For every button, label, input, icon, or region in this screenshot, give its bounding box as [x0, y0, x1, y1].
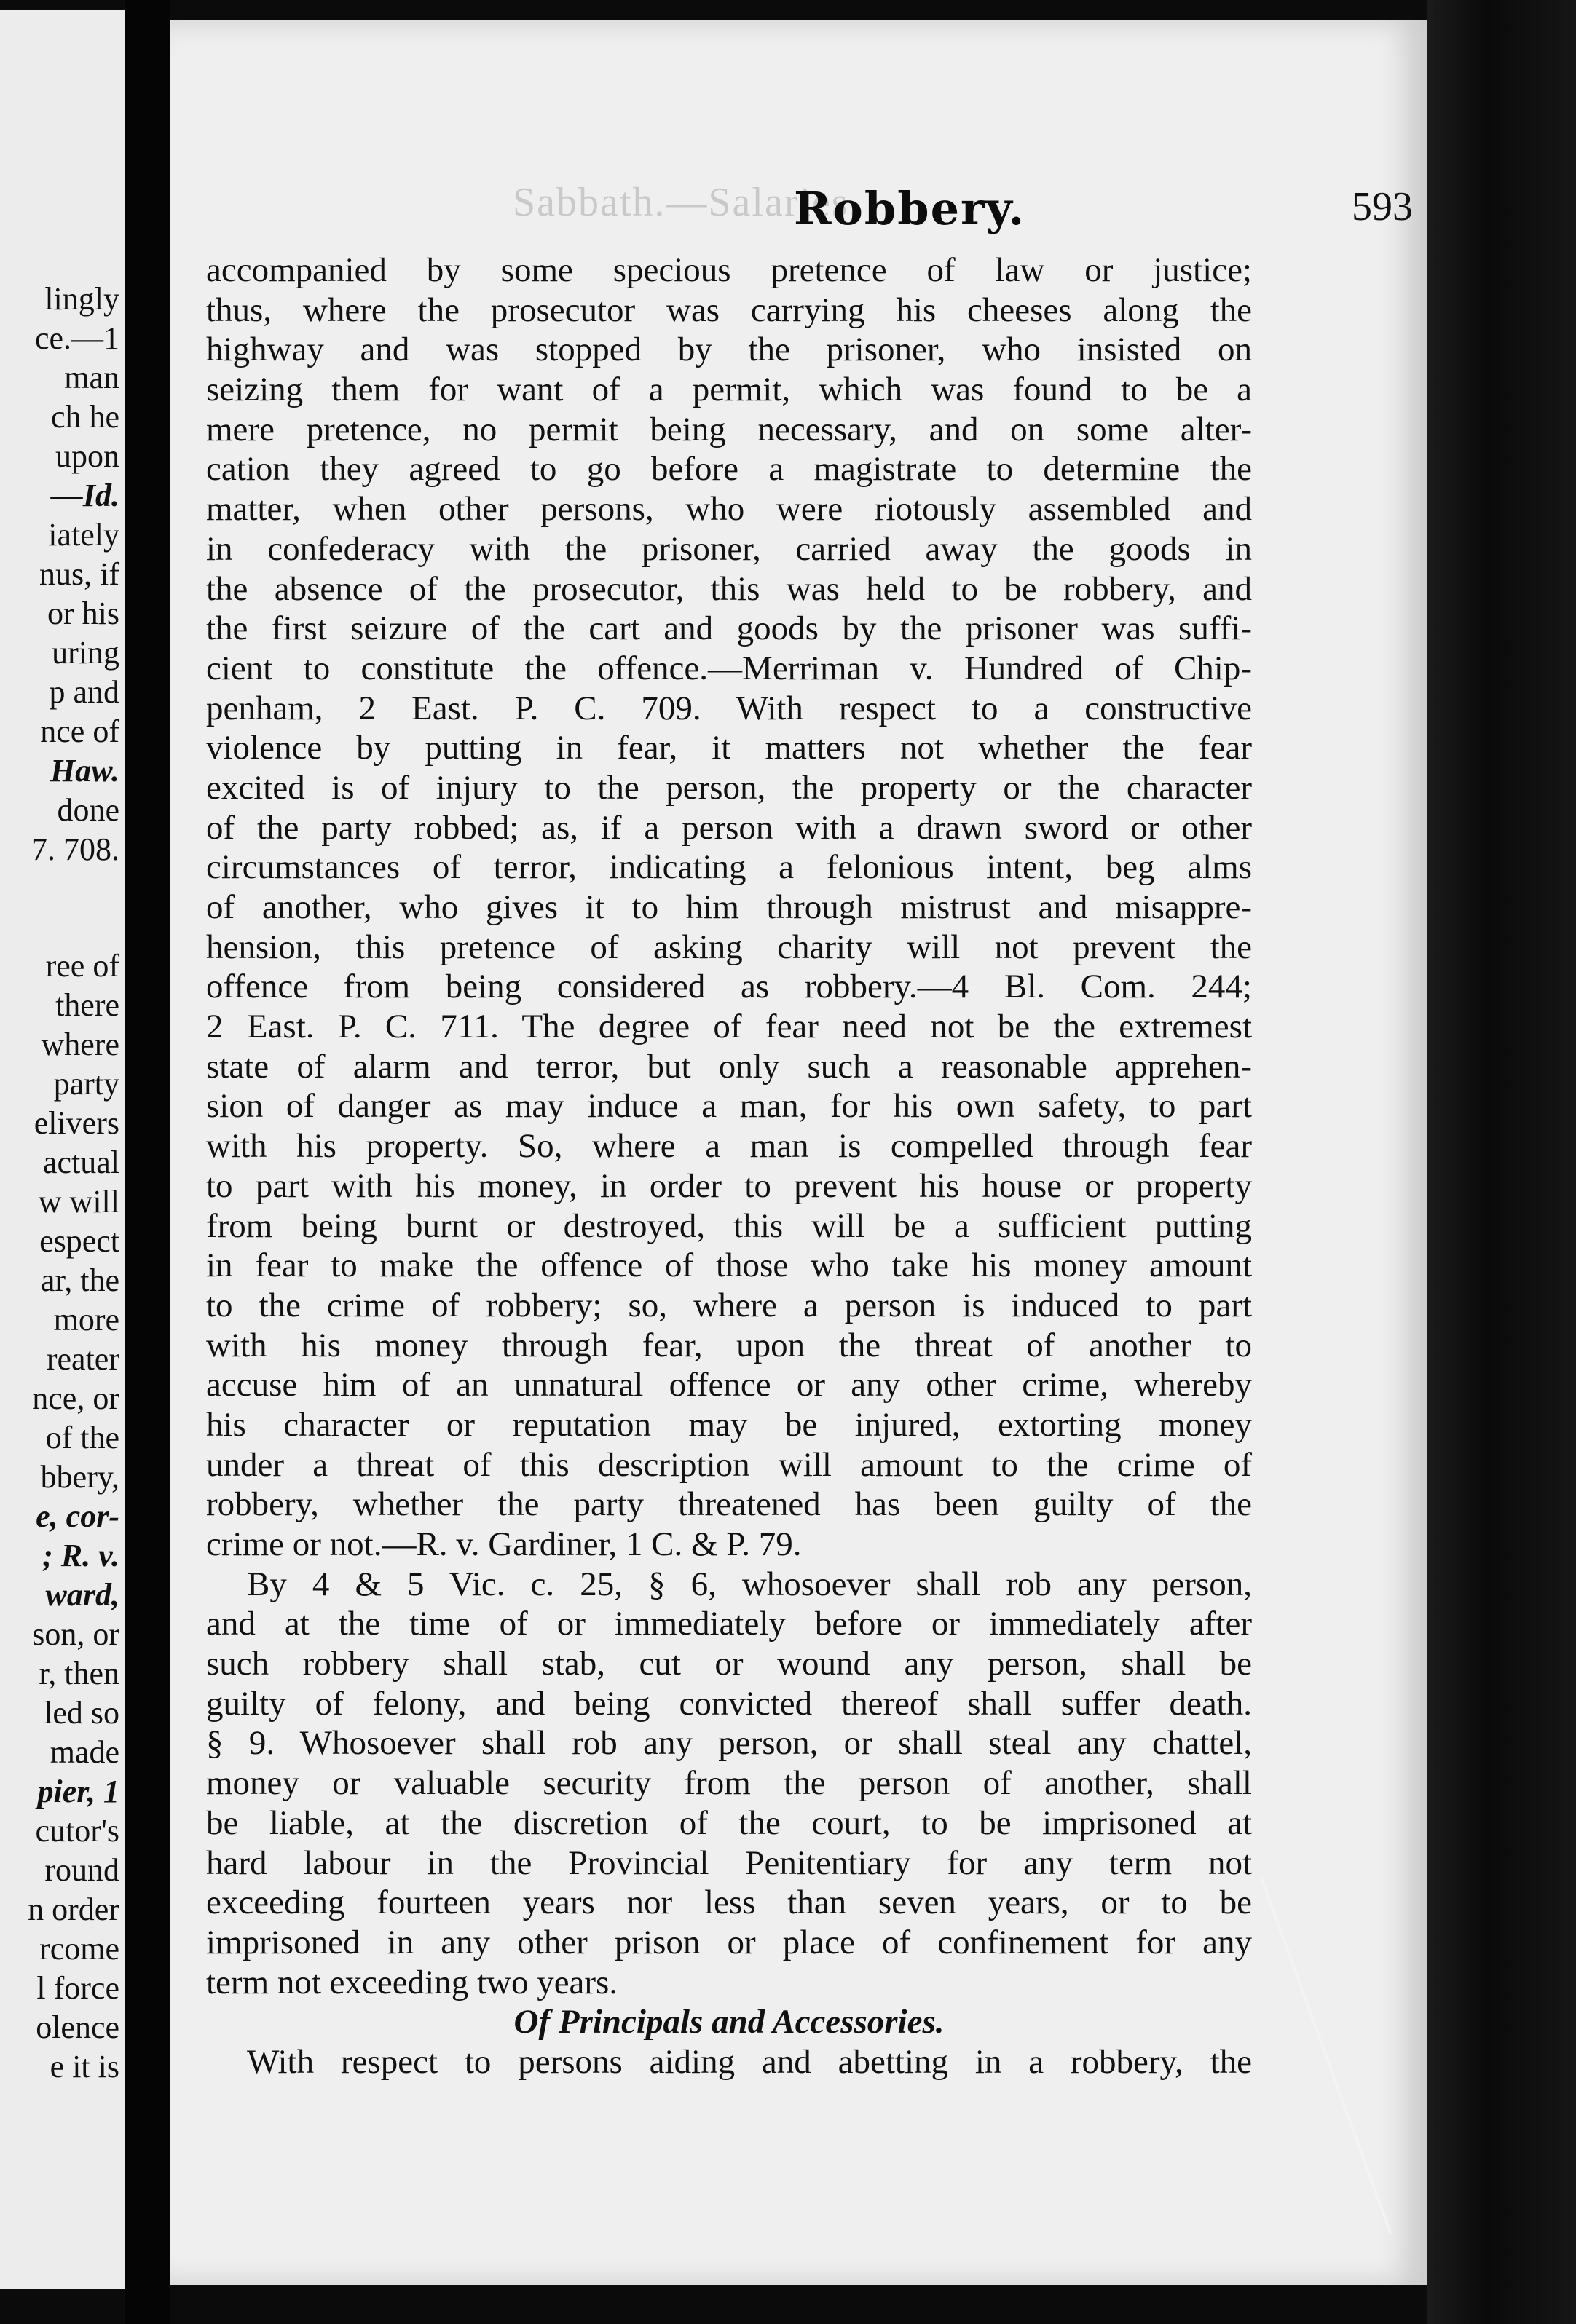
text-line: violence by putting in fear, it matters not whether the fear	[206, 729, 1252, 767]
text-line: accuse him of an unnatural offence or any other crime, whereby	[206, 1366, 1252, 1404]
text-line: his character or reputation may be injured, extorting money	[206, 1405, 1252, 1444]
left-page-fragment: olence	[36, 2009, 119, 2045]
left-page-fragment: made	[50, 1734, 119, 1770]
left-page-fragment: rcome	[39, 1931, 119, 1967]
left-page-fragment: there	[55, 987, 119, 1023]
text-line: hension, this pretence of asking charity will not prevent the	[206, 928, 1252, 966]
left-page-fragment: son, or	[32, 1616, 119, 1652]
text-line: and at the time of or immediately before or immediately after	[206, 1605, 1252, 1643]
left-page-fragment: espect	[39, 1223, 119, 1259]
text-line: 2 East. P. C. 711. The degree of fear need not be the extremest	[206, 1008, 1252, 1046]
left-page-fragment: e, cor-	[36, 1498, 119, 1534]
left-page-fragment: ce.—1	[34, 320, 119, 356]
text-line: hard labour in the Provincial Penitentiary for any term not	[206, 1843, 1252, 1882]
left-page-fragment: man	[64, 360, 119, 395]
text-line: With respect to persons aiding and abetting in a robbery, the	[247, 2042, 1252, 2081]
text-line: penham, 2 East. P. C. 709. With respect to a constructive	[206, 689, 1252, 727]
text-line: § 9. Whosoever shall rob any person, or shall steal any chattel,	[206, 1724, 1252, 1763]
left-page-fragment: more	[53, 1302, 119, 1337]
text-line: the absence of the prosecutor, this was held to be robbery, and	[206, 569, 1252, 608]
left-page-fragment: ; R. v.	[42, 1538, 119, 1573]
left-page-fragment: ar, the	[40, 1262, 119, 1298]
text-line: in confederacy with the prisoner, carried away the goods in	[206, 529, 1252, 568]
left-page-fragment: e it is	[50, 2049, 119, 2084]
text-line: guilty of felony, and being convicted thereof shall suffer death.	[206, 1684, 1252, 1723]
text-line: mere pretence, no permit being necessary, and on some alter-	[206, 410, 1252, 448]
body-text	[206, 250, 1252, 2082]
left-page-fragment: reater	[46, 1341, 119, 1377]
left-page-fragment: led so	[44, 1695, 119, 1731]
text-line: cient to constitute the offence.—Merriman v. Hundred of Chip-	[206, 649, 1252, 687]
page-edge-shadow	[1427, 0, 1576, 2324]
text-line: exceeding fourteen years nor less than seven years, or to be	[206, 1884, 1252, 1922]
left-page-fragment: r, then	[39, 1656, 119, 1691]
left-page-fragment: ch he	[50, 399, 119, 435]
left-page-fragment: l force	[36, 1970, 119, 2006]
text-line: imprisoned in any other prison or place of confinement for any	[206, 1923, 1252, 1961]
left-page-fragment: upon	[55, 438, 119, 474]
text-line: state of alarm and terror, but only such a reasonable apprehen-	[206, 1047, 1252, 1086]
text-line: sion of danger as may induce a man, for his own safety, to part	[206, 1087, 1252, 1126]
left-page-fragment: elivers	[34, 1105, 119, 1141]
text-line: with his property. So, where a man is compelled through fear	[206, 1127, 1252, 1166]
text-line: of another, who gives it to him through mistrust and misappre-	[206, 888, 1252, 926]
book-gutter	[125, 0, 170, 2324]
left-page-fragment: nce of	[40, 714, 119, 749]
left-page-fragment: w will	[38, 1184, 119, 1220]
left-page-fragment: nus, if	[39, 556, 119, 592]
left-page-fragment: uring	[52, 635, 119, 671]
bleed-through-title: Sabbath.—Salaries.	[513, 180, 861, 225]
left-page-fragment: iately	[48, 517, 119, 553]
left-page-fragment: n order	[28, 1892, 119, 1927]
text-line: matter, when other persons, who were riotously assembled and	[206, 490, 1252, 529]
text-line: seizing them for want of a permit, which was found to be a	[206, 371, 1252, 409]
left-page-fragment: or his	[47, 596, 119, 631]
left-page-fragment: cutor's	[35, 1813, 119, 1849]
text-line: in fear to make the offence of those who take his money amount	[206, 1246, 1252, 1285]
left-page-fragment: round	[44, 1852, 119, 1888]
text-line: from being burnt or destroyed, this will be a sufficient putting	[206, 1206, 1252, 1245]
text-line: crime or not.—R. v. Gardiner, 1 C. & P. 79.	[206, 1525, 802, 1563]
text-line: to part with his money, in order to prevent his house or property	[206, 1166, 1252, 1205]
section-heading: Of Principals and Accessories.	[513, 2003, 945, 2042]
text-line: offence from being considered as robbery.—4 Bl. Com. 244;	[206, 968, 1252, 1006]
left-page-fragment: done	[57, 792, 119, 828]
adjacent-page-fragment	[0, 10, 125, 2289]
left-page-fragment: of the	[45, 1420, 119, 1455]
running-title: Robbery.	[794, 182, 1026, 235]
text-line: with his money through fear, upon the threat of another to	[206, 1326, 1252, 1364]
page-number: 593	[1352, 184, 1413, 229]
text-line: accompanied by some specious pretence of law or justice;	[206, 251, 1252, 289]
text-line: money or valuable security from the person of another, shall	[206, 1764, 1252, 1803]
left-page-fragment: lingly	[44, 281, 119, 317]
left-page-fragment: p and	[49, 674, 119, 710]
left-page-fragment: pier, 1	[37, 1774, 119, 1809]
left-page-fragment: actual	[42, 1145, 119, 1180]
left-page-fragment: ward,	[45, 1577, 119, 1613]
left-page-fragment: 7. 708.	[31, 831, 119, 867]
text-line: term not exceeding two years.	[206, 1963, 618, 2001]
left-page-fragment: party	[53, 1066, 119, 1102]
left-page-fragment: —Id.	[50, 478, 119, 513]
text-line: to the crime of robbery; so, where a person is induced to part	[206, 1286, 1252, 1324]
text-line: By 4 & 5 Vic. c. 25, § 6, whosoever shall rob any person,	[247, 1565, 1252, 1603]
left-page-fragment: ree of	[45, 948, 119, 984]
text-line: of the party robbed; as, if a person with a drawn sword or other	[206, 808, 1252, 847]
text-line: circumstances of terror, indicating a felonious intent, beg alms	[206, 848, 1252, 887]
text-line: be liable, at the discretion of the court, to be imprisoned at	[206, 1803, 1252, 1842]
left-page-fragment: where	[41, 1027, 119, 1062]
text-line: robbery, whether the party threatened has been guilty of the	[206, 1485, 1252, 1524]
text-line: excited is of injury to the person, the property or the character	[206, 768, 1252, 807]
text-line: highway and was stopped by the prisoner, who insisted on	[206, 331, 1252, 369]
text-line: such robbery shall stab, cut or wound any person, shall be	[206, 1645, 1252, 1683]
text-line: cation they agreed to go before a magistrate to determine the	[206, 450, 1252, 489]
text-line: thus, where the prosecutor was carrying his cheeses along the	[206, 290, 1252, 329]
text-line: under a threat of this description will amount to the crime of	[206, 1445, 1252, 1484]
text-line: the first seizure of the cart and goods by the prisoner was suffi-	[206, 609, 1252, 648]
left-page-fragment: Haw.	[50, 753, 119, 788]
left-page-fragment: nce, or	[32, 1380, 119, 1416]
left-page-fragment: bbery,	[40, 1459, 119, 1495]
